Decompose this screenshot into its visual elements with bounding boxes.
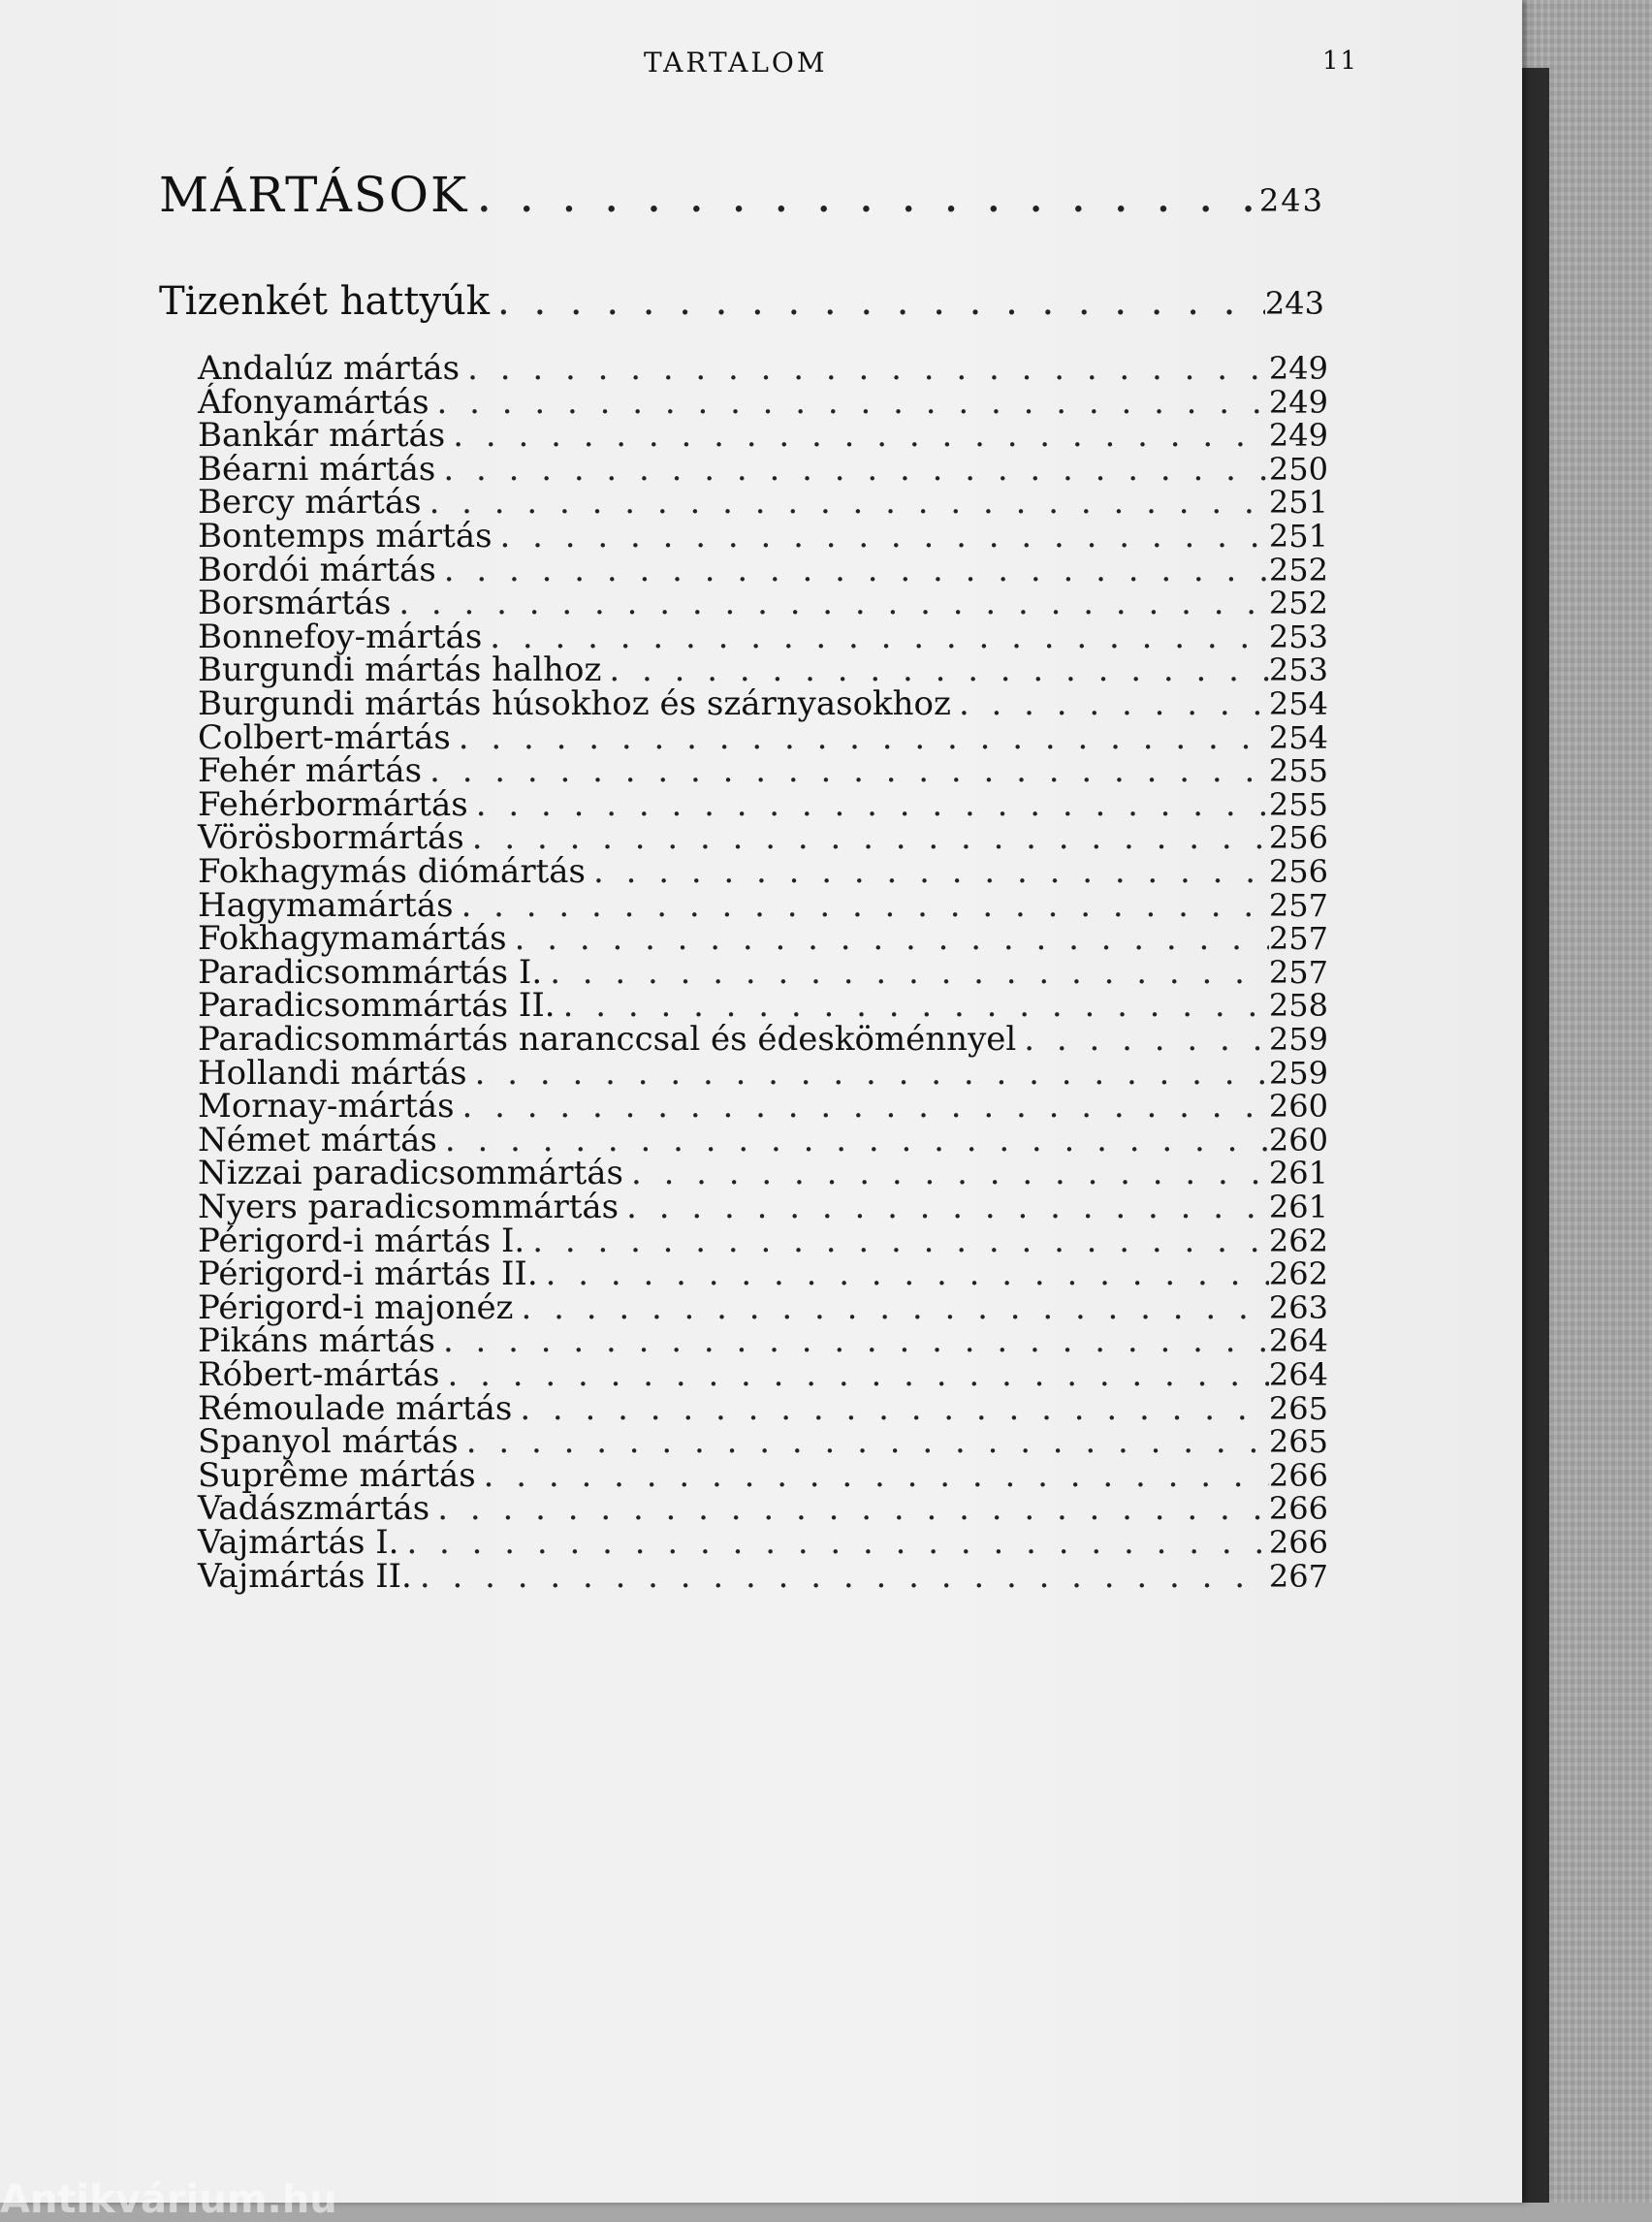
entry-page: 256 xyxy=(1268,853,1328,890)
entry-page: 264 xyxy=(1268,1356,1328,1393)
section-heading xyxy=(159,167,1324,223)
entry-title: Fokhagymás diómártás xyxy=(198,852,586,891)
entry-title: Périgord-i mártás II. xyxy=(198,1254,538,1294)
chapter-page: 243 xyxy=(1264,285,1324,322)
chapter-heading xyxy=(159,279,1324,324)
entry-page: 260 xyxy=(1268,1088,1328,1126)
entry-title: Nyers paradicsommártás xyxy=(198,1188,620,1226)
entry-title: Béarni mártás xyxy=(198,449,436,489)
entry-title: Paradicsommártás naranccsal és édesköménnyel xyxy=(198,1020,1017,1059)
dot-leader xyxy=(468,167,1259,223)
entry-title: Paradicsommártás II. xyxy=(198,986,556,1026)
entry-page: 255 xyxy=(1268,752,1328,790)
entry-page: 249 xyxy=(1268,383,1328,421)
entry-page: 261 xyxy=(1268,1155,1328,1192)
entry-page: 249 xyxy=(1268,350,1328,387)
entry-page: 262 xyxy=(1268,1255,1328,1293)
entry-page: 265 xyxy=(1268,1423,1328,1461)
entry-page: 266 xyxy=(1268,1490,1328,1528)
entry-title: Suprême mártás xyxy=(198,1455,476,1495)
entry-title: Andalúz mártás xyxy=(198,349,461,388)
entry-page: 258 xyxy=(1268,987,1328,1025)
entry-page: 266 xyxy=(1268,1524,1328,1561)
chapter-title: Tizenkét hattyúk xyxy=(159,279,491,324)
section-page: 243 xyxy=(1258,182,1324,219)
entry-title: Vörösbormártás xyxy=(198,818,464,858)
entry-title: Vadászmártás xyxy=(198,1489,430,1529)
entry-page: 256 xyxy=(1268,819,1328,857)
entry-title: Vajmártás I. xyxy=(198,1523,399,1562)
entry-page: 253 xyxy=(1268,651,1328,689)
entry-page: 259 xyxy=(1268,1021,1328,1058)
entry-title: Bankár mártás xyxy=(198,416,446,456)
entry-title: Mornay-mártás xyxy=(198,1087,455,1127)
entry-title: Burgundi mártás húsokhoz és szárnyasokhoz xyxy=(198,684,951,723)
entry-title: Bonnefoy-mártás xyxy=(198,617,483,656)
entry-title: Rémoulade mártás xyxy=(198,1388,513,1428)
entry-page: 257 xyxy=(1268,886,1328,924)
entry-title: Périgord-i mártás I. xyxy=(198,1221,525,1260)
entry-page: 253 xyxy=(1268,618,1328,655)
running-head xyxy=(0,47,1522,85)
entry-title: Pikáns mártás xyxy=(198,1321,435,1361)
entry-page: 254 xyxy=(1268,685,1328,722)
entry-page: 252 xyxy=(1268,551,1328,588)
entry-page: 255 xyxy=(1268,785,1328,823)
entry-title: Nizzai paradicsommártás xyxy=(198,1154,623,1193)
entry-page: 262 xyxy=(1268,1222,1328,1259)
entry-title: Colbert-mártás xyxy=(198,717,451,757)
entry-page: 250 xyxy=(1268,450,1328,488)
running-title: TARTALOM xyxy=(644,47,828,79)
entry-page: 259 xyxy=(1268,1054,1328,1092)
page-number: 11 xyxy=(1322,47,1359,76)
entry-title: Hollandi mártás xyxy=(198,1053,467,1093)
entry-page: 267 xyxy=(1268,1557,1328,1595)
entry-page: 254 xyxy=(1268,718,1328,756)
entry-title: Burgundi mártás halhoz xyxy=(198,651,602,690)
entry-page: 264 xyxy=(1268,1322,1328,1360)
toc-entry xyxy=(198,1557,1328,1596)
entry-page: 257 xyxy=(1268,920,1328,958)
entry-page: 249 xyxy=(1268,417,1328,455)
entry-title: Fehérbormártás xyxy=(198,784,468,824)
entry-title: Német mártás xyxy=(198,1120,437,1159)
watermark: Antikvárium.hu xyxy=(0,2177,337,2222)
entry-title: Vajmártás II. xyxy=(198,1556,412,1596)
entry-page: 257 xyxy=(1268,953,1328,991)
entry-page: 265 xyxy=(1268,1389,1328,1427)
entry-title: Róbert-mártás xyxy=(198,1355,440,1394)
entry-page: 251 xyxy=(1268,484,1328,522)
entry-title: Borsmártás xyxy=(198,584,392,623)
entry-title: Bordói mártás xyxy=(198,550,436,589)
entry-title: Spanyol mártás xyxy=(198,1422,459,1462)
entry-page: 263 xyxy=(1268,1288,1328,1326)
entry-title: Bercy mártás xyxy=(198,483,422,523)
dot-leader xyxy=(412,1557,1269,1596)
entry-page: 261 xyxy=(1268,1189,1328,1225)
entry-page: 266 xyxy=(1268,1456,1328,1494)
entry-title: Fokhagymamártás xyxy=(198,919,507,959)
entry-page: 251 xyxy=(1268,518,1328,555)
entry-title: Hagymamártás xyxy=(198,885,454,925)
entry-title: Fehér mártás xyxy=(198,751,423,791)
entry-title: Paradicsommártás I. xyxy=(198,952,543,992)
dot-leader xyxy=(490,279,1265,324)
section-title: MÁRTÁSOK xyxy=(159,167,469,223)
entry-title: Bontemps mártás xyxy=(198,517,492,556)
entry-title: Áfonyamártás xyxy=(198,382,429,422)
entry-page: 252 xyxy=(1268,585,1328,622)
entry-title: Périgord-i majonéz xyxy=(198,1287,514,1327)
entry-page: 260 xyxy=(1268,1121,1328,1159)
